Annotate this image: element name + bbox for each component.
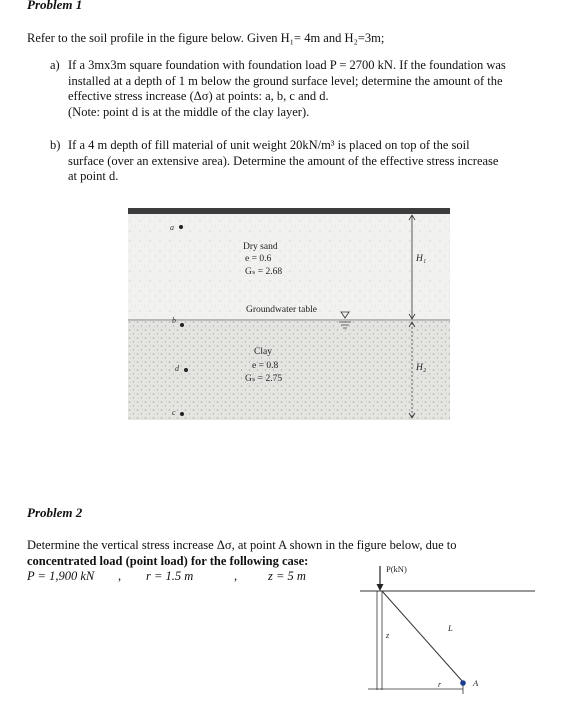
point-b-label: b — [172, 316, 176, 325]
ground-surface — [128, 208, 450, 214]
part-a-line-4: (Note: point d is at the middle of the clay layer). — [68, 104, 310, 119]
dry-sand-void-ratio: e = 0.6 — [245, 254, 272, 264]
L-label: L — [448, 623, 453, 633]
soil-profile-figure — [128, 208, 450, 420]
A-label: A — [473, 678, 479, 688]
part-a-line-2: installed at a depth of 1 m below the ground surface level; determine the amount of the — [68, 73, 503, 88]
clay-name: Clay — [254, 347, 272, 357]
z-label: z — [386, 631, 390, 640]
point-A-marker — [460, 680, 466, 686]
value-z: z = 5 m — [268, 569, 306, 583]
value-separator-2: , — [234, 569, 238, 583]
p-kn-label: P(kN) — [386, 564, 407, 574]
point-a-label: a — [170, 223, 174, 232]
point-load-figure — [360, 562, 550, 696]
point-d-marker — [184, 368, 188, 372]
value-p: P = 1,900 kN — [27, 569, 95, 583]
part-b-line-2: surface (over an extensive area). Determine the amount of the effective stress increase — [68, 153, 499, 168]
part-a-text — [68, 58, 554, 120]
point-load-drawing — [360, 562, 550, 696]
dry-sand-name: Dry sand — [243, 242, 278, 252]
point-c-marker — [180, 412, 184, 416]
r-label: r — [438, 680, 442, 689]
part-b-line-1: If a 4 m depth of fill material of unit weight 20kN/m³ is placed on top of the soil — [68, 138, 470, 152]
part-a-line-1: If a 3mx3m square foundation with foundation load P = 2700 kN. If the foundation was — [68, 58, 506, 72]
value-separator-1: , — [118, 569, 122, 583]
h2-label: H₂ — [416, 363, 427, 373]
problem1-intro: Refer to the soil profile in the figure below. Given H₁= 4m and H₂=3m; — [27, 31, 385, 45]
point-a-marker — [179, 225, 183, 229]
L-line — [382, 591, 463, 682]
point-c-label: c — [172, 408, 176, 417]
clay-void-ratio: e = 0.8 — [252, 361, 279, 371]
part-b-text — [68, 138, 554, 185]
point-d-label: d — [175, 364, 179, 373]
problem1-heading: Problem 1 — [27, 0, 83, 12]
point-b-marker — [180, 323, 184, 327]
dry-sand-specific-gravity: Gₛ = 2.68 — [245, 267, 283, 277]
problem2-line-2: concentrated load (point load) for the following case: — [27, 553, 309, 568]
part-b-label: b) — [50, 138, 61, 152]
groundwater-table-label: Groundwater table — [246, 305, 317, 315]
problem2-heading: Problem 2 — [27, 505, 83, 520]
part-a-line-3: effective stress increase (Δσ) at points: a, b, c and d. — [68, 89, 329, 103]
load-arrowhead — [377, 584, 384, 591]
part-b-line-3: at point d. — [68, 169, 119, 183]
part-a-label: a) — [50, 58, 60, 72]
h1-label: H₁ — [416, 254, 427, 264]
clay-specific-gravity: Gₛ = 2.75 — [245, 374, 283, 384]
value-r: r = 1.5 m — [146, 569, 194, 583]
problem2-line-1: Determine the vertical stress increase Δσ, at point A shown in the figure below, due to — [27, 538, 457, 552]
